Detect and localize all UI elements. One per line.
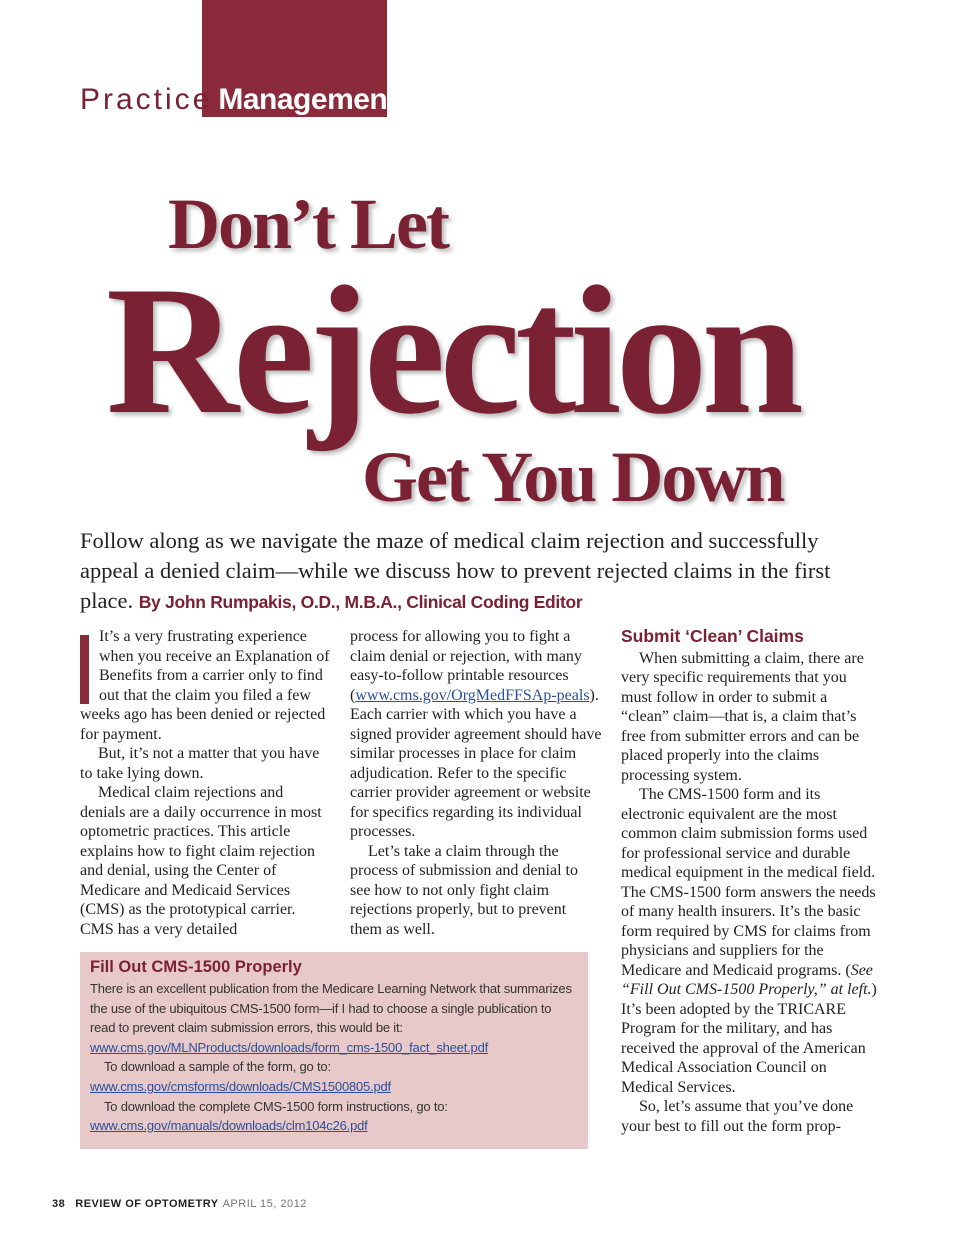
sidebar-heading: Fill Out CMS-1500 Properly <box>90 958 302 976</box>
col3-p2-text-b: ) It’s been adopted by the TRICARE Program for the military, and has received the approval of the American Medical Association Council on Medical Services. <box>621 981 877 1096</box>
col3-paragraph-2 <box>621 785 877 1097</box>
article-deck <box>80 526 880 617</box>
issue-date: APRIL 15, 2012 <box>222 1198 307 1210</box>
page-number: 38 <box>52 1198 66 1210</box>
headline-line-1: Don’t Let <box>168 184 448 264</box>
column-1 <box>80 627 330 939</box>
col2-paragraph-1 <box>350 627 602 842</box>
sidebar-line-3: To download the complete CMS-1500 form instructions, go to: <box>104 1098 448 1114</box>
column-3 <box>621 627 877 1136</box>
headline-line-2: Rejection <box>106 248 798 452</box>
col2-p1-text-b: ). Each carrier with which you have a signed provider agreement should have similar processes in place for claim adjudication. Refer to the specific carrier provider agreement or website for specifics regarding its individual processes. <box>350 686 602 840</box>
sidebar-line-2: To download a sample of the form, go to: <box>104 1059 331 1075</box>
col1-paragraph-3: Medical claim rejections and denials are a daily occurrence in most optometric practices. This article explains how to fight claim rejection and denial, using the Center of Medicare and Medicaid Services (CMS) as the prototypical carrier. CMS has a very detailed <box>80 784 322 938</box>
col1-paragraph-2: But, it’s not a matter that you have to take lying down. <box>80 745 320 782</box>
sidebar-intro: There is an excellent publication from the Medicare Learning Network that summarizes the use of the ubiquitous CMS-1500 form—if I had to choose a single publication to read to prevent claim submission errors, this would be it: <box>90 981 572 1036</box>
deck-text: Follow along as we navigate the maze of medical claim rejection and successfully appeal a denied claim—while we discuss how to prevent rejected claims in the first place. <box>80 528 831 613</box>
cms-appeals-link[interactable]: www.cms.gov/OrgMedFFSAp-peals <box>355 686 590 704</box>
sidebar-link-fact-sheet[interactable]: www.cms.gov/MLNProducts/downloads/form_cms-1500_fact_sheet.pdf <box>90 1039 489 1055</box>
page-footer <box>52 1198 307 1210</box>
col3-paragraph-3: So, let’s assume that you’ve done your best to fill out the form prop- <box>621 1098 854 1135</box>
drop-cap-bar <box>80 635 89 704</box>
sidebar-link-sample-form[interactable]: www.cms.gov/cmsforms/downloads/CMS1500805.pdf <box>90 1078 391 1094</box>
magazine-name: REVIEW OF OPTOMETRY <box>75 1198 219 1210</box>
col3-paragraph-1: When submitting a claim, there are very specific requirements that you must follow in order to submit a “clean” claim—that is, a claim that’s free from submitter errors and can be placed properly into the claims processing system. <box>621 649 864 784</box>
sidebar-link-instructions[interactable]: www.cms.gov/manuals/downloads/clm104c26.pdf <box>90 1118 368 1134</box>
byline: By John Rumpakis, O.D., M.B.A., Clinical Coding Editor <box>138 592 583 612</box>
col1-paragraph-1: It’s a very frustrating experience when you receive an Explanation of Benefits from a carrier only to find out that the claim you filed a few weeks ago has been denied or rejected for payment. <box>80 628 330 743</box>
sidebar-box <box>80 952 588 1149</box>
section-label <box>80 82 397 118</box>
column-2 <box>350 627 602 939</box>
col3-p2-text-a: The CMS-1500 form and its electronic equivalent are the most common claim submission forms used for professional service and durable medical equipment in the medical field. The CMS-1500 form answers the needs of many health insurers. It’s the basic form required by CMS for claims from physicians and suppliers for the Medicare and Medicaid programs. ( <box>621 786 876 979</box>
col2-p1-text-a: process for allowing you to fight a claim denial or rejection, with many easy-to-follow printable resources ( <box>350 628 582 704</box>
col2-paragraph-2: Let’s take a claim through the process of submission and denial to see how to not only fight claim rejections properly, but to prevent them as well. <box>350 842 578 938</box>
section-label-light: Practice <box>80 83 213 116</box>
col3-p2-italic: See “Fill Out CMS-1500 Properly,” at left. <box>621 961 873 998</box>
col3-heading: Submit ‘Clean’ Claims <box>621 626 804 646</box>
section-label-bold: Management <box>218 83 397 116</box>
headline-line-3: Get You Down <box>362 437 784 517</box>
